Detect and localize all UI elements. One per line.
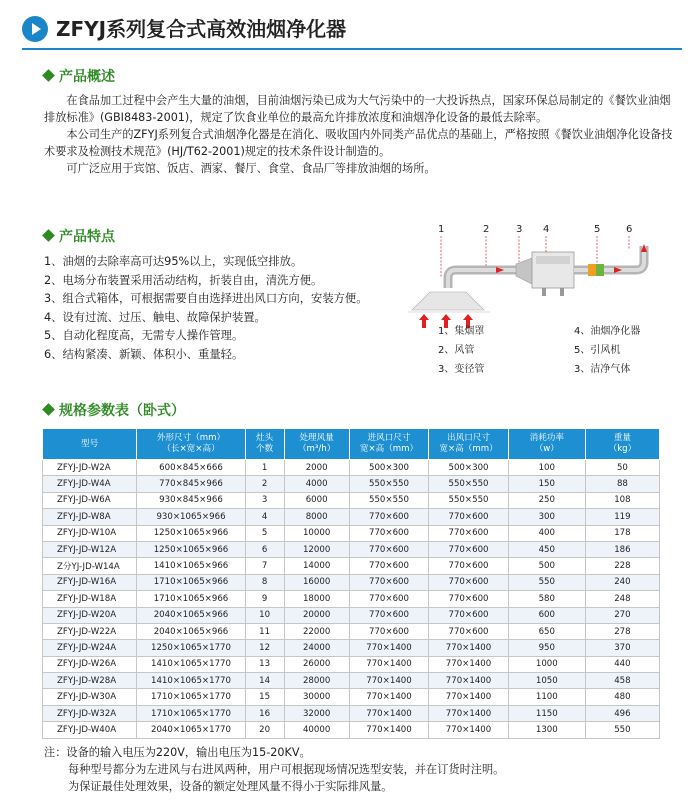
table-cell: 1000 xyxy=(508,656,585,672)
overview-paragraph: 可广泛应用于宾馆、饭店、酒家、餐厅、食堂、食品厂等排放油烟的场所。 xyxy=(66,162,436,175)
table-cell: 1300 xyxy=(508,722,585,738)
table-cell: 119 xyxy=(585,509,659,525)
table-cell: 1710×1065×966 xyxy=(137,591,245,607)
feature-item: 4、设有过流、过压、触电、故障保护装置。 xyxy=(44,310,266,324)
notes xyxy=(44,744,504,795)
table-cell: 8 xyxy=(245,574,284,590)
table-cell: 100 xyxy=(508,460,585,476)
table-cell: 30000 xyxy=(284,689,349,705)
feature-item: 6、结构紧凑、新颖、体积小、重量轻。 xyxy=(44,347,244,361)
table-cell: ZFYJ-JD-W32A xyxy=(43,705,137,721)
table-cell: 270 xyxy=(585,607,659,623)
table-cell: 650 xyxy=(508,623,585,639)
legend-item: 2、风管 xyxy=(438,345,475,356)
table-cell: 12 xyxy=(245,640,284,656)
table-cell: 248 xyxy=(585,591,659,607)
table-cell: 18000 xyxy=(284,591,349,607)
table-cell: ZFYJ-JD-W26A xyxy=(43,656,137,672)
table-row xyxy=(43,509,660,525)
column-header: 出风口尺寸 宽×高（mm） xyxy=(429,429,509,460)
table-cell: 28000 xyxy=(284,673,349,689)
column-header: 消耗功率 （w） xyxy=(508,429,585,460)
diagram-number: 4 xyxy=(543,224,550,235)
table-cell: 770×600 xyxy=(349,607,429,623)
table-row xyxy=(43,623,660,639)
table-cell: 4000 xyxy=(284,476,349,492)
table-cell: 14000 xyxy=(284,558,349,574)
table-row xyxy=(43,722,660,738)
legend-item: 1、集烟罩 xyxy=(438,326,485,337)
table-cell: 1710×1065×1770 xyxy=(137,689,245,705)
table-cell: 770×1400 xyxy=(349,673,429,689)
table-cell: 770×600 xyxy=(429,607,509,623)
table-cell: 400 xyxy=(508,525,585,541)
table-cell: 10000 xyxy=(284,525,349,541)
table-cell: 20000 xyxy=(284,607,349,623)
table-cell: 1710×1065×1770 xyxy=(137,705,245,721)
table-cell: 950 xyxy=(508,640,585,656)
table-cell: 1250×1065×966 xyxy=(137,525,245,541)
table-cell: 26000 xyxy=(284,656,349,672)
legend-item: 5、引风机 xyxy=(574,345,621,356)
table-cell: 770×1400 xyxy=(429,640,509,656)
diamond-bullet-icon xyxy=(42,403,55,416)
table-cell: 930×845×966 xyxy=(137,492,245,508)
table-cell: 770×600 xyxy=(429,574,509,590)
table-cell: 770×600 xyxy=(349,541,429,557)
overview-text xyxy=(44,92,674,177)
table-cell: 186 xyxy=(585,541,659,557)
table-cell: 480 xyxy=(585,689,659,705)
diamond-bullet-icon xyxy=(42,69,55,82)
legend-item: 3、洁净气体 xyxy=(574,364,631,375)
table-cell: 550 xyxy=(585,722,659,738)
table-cell: Z分YJ-JD-W14A xyxy=(43,558,137,574)
table-cell: 550×550 xyxy=(429,476,509,492)
table-cell: ZFYJ-JD-W8A xyxy=(43,509,137,525)
title-bar xyxy=(22,14,682,50)
table-cell: 770×1400 xyxy=(349,689,429,705)
table-cell: 2000 xyxy=(284,460,349,476)
table-cell: 600 xyxy=(508,607,585,623)
table-cell: 550×550 xyxy=(349,492,429,508)
table-cell: 770×1400 xyxy=(429,673,509,689)
table-cell: 770×1400 xyxy=(349,705,429,721)
table-cell: 1410×1065×1770 xyxy=(137,656,245,672)
table-row xyxy=(43,558,660,574)
table-cell: ZFYJ-JD-W28A xyxy=(43,673,137,689)
table-cell: 550×550 xyxy=(429,492,509,508)
table-cell: ZFYJ-JD-W4A xyxy=(43,476,137,492)
table-cell: 770×1400 xyxy=(429,705,509,721)
table-header-row xyxy=(43,429,660,460)
table-cell: 440 xyxy=(585,656,659,672)
table-row xyxy=(43,492,660,508)
play-arrow-icon xyxy=(22,16,48,42)
feature-item: 1、油烟的去除率高可达95%以上，实现低空排放。 xyxy=(44,255,303,268)
table-cell: 300 xyxy=(508,509,585,525)
table-cell: 550×550 xyxy=(349,476,429,492)
table-cell: 770×845×966 xyxy=(137,476,245,492)
table-cell: 8000 xyxy=(284,509,349,525)
table-row xyxy=(43,476,660,492)
table-cell: 250 xyxy=(508,492,585,508)
table-cell: 770×600 xyxy=(349,623,429,639)
table-row xyxy=(43,460,660,476)
table-cell: 550 xyxy=(508,574,585,590)
table-cell: 500×300 xyxy=(349,460,429,476)
table-cell: ZFYJ-JD-W40A xyxy=(43,722,137,738)
diagram-number: 2 xyxy=(483,224,490,235)
table-cell: 178 xyxy=(585,525,659,541)
table-cell: 108 xyxy=(585,492,659,508)
table-cell: 1410×1065×1770 xyxy=(137,673,245,689)
table-cell: 7 xyxy=(245,558,284,574)
table-cell: 370 xyxy=(585,640,659,656)
table-cell: 500 xyxy=(508,558,585,574)
features-heading: 产品特点 xyxy=(44,226,115,246)
table-cell: 4 xyxy=(245,509,284,525)
table-cell: 22000 xyxy=(284,623,349,639)
table-cell: 9 xyxy=(245,591,284,607)
table-cell: ZFYJ-JD-W20A xyxy=(43,607,137,623)
table-cell: 770×1400 xyxy=(429,722,509,738)
table-row xyxy=(43,525,660,541)
system-diagram xyxy=(408,220,680,380)
table-cell: 770×600 xyxy=(429,591,509,607)
table-cell: 770×600 xyxy=(349,574,429,590)
table-cell: 770×1400 xyxy=(349,656,429,672)
table-cell: 770×600 xyxy=(349,509,429,525)
table-cell: ZFYJ-JD-W10A xyxy=(43,525,137,541)
table-cell: 40000 xyxy=(284,722,349,738)
table-cell: 930×1065×966 xyxy=(137,509,245,525)
legend-item: 4、油烟净化器 xyxy=(574,326,641,337)
table-cell: 20 xyxy=(245,722,284,738)
table-row xyxy=(43,574,660,590)
table-cell: 50 xyxy=(585,460,659,476)
table-cell: ZFYJ-JD-W24A xyxy=(43,640,137,656)
table-cell: 496 xyxy=(585,705,659,721)
table-cell: 24000 xyxy=(284,640,349,656)
column-header: 进风口尺寸 宽×高（mm） xyxy=(349,429,429,460)
table-cell: 770×600 xyxy=(429,509,509,525)
table-row xyxy=(43,541,660,557)
overview-heading: 产品概述 xyxy=(44,66,115,86)
table-cell: 770×1400 xyxy=(349,640,429,656)
note-line: 每种型号都分为左进风与右进风两种，用户可根据现场情况选型安装，并在订货时注明。 xyxy=(68,763,505,776)
table-cell: 580 xyxy=(508,591,585,607)
table-cell: 770×600 xyxy=(429,558,509,574)
legend-item: 3、变径管 xyxy=(438,364,485,375)
table-cell: 1150 xyxy=(508,705,585,721)
table-cell: ZFYJ-JD-W6A xyxy=(43,492,137,508)
table-cell: 600×845×666 xyxy=(137,460,245,476)
table-cell: 3 xyxy=(245,492,284,508)
table-row xyxy=(43,673,660,689)
column-header: 外形尺寸（mm） （长×宽×高） xyxy=(137,429,245,460)
table-cell: 770×600 xyxy=(349,558,429,574)
overview-paragraph: 本公司生产的ZFYJ系列复合式油烟净化器是在消化、吸收国内外同类产品优点的基础上，严格按照《餐饮业油烟净化设备技术要求及检测技术规范》(HJ/T62-2001)规定的技术条件设计制造的。 xyxy=(44,128,673,158)
diamond-bullet-icon xyxy=(42,229,55,242)
table-cell: 770×1400 xyxy=(429,656,509,672)
table-cell: 240 xyxy=(585,574,659,590)
table-cell: 12000 xyxy=(284,541,349,557)
diagram-number: 1 xyxy=(438,224,445,235)
table-cell: ZFYJ-JD-W30A xyxy=(43,689,137,705)
column-header: 重量 （kg） xyxy=(585,429,659,460)
table-row xyxy=(43,591,660,607)
table-row xyxy=(43,640,660,656)
table-cell: 770×1400 xyxy=(349,722,429,738)
table-cell: 770×600 xyxy=(349,591,429,607)
table-cell: 2 xyxy=(245,476,284,492)
table-cell: 1050 xyxy=(508,673,585,689)
table-cell: 6000 xyxy=(284,492,349,508)
table-cell: ZFYJ-JD-W12A xyxy=(43,541,137,557)
table-cell: 16000 xyxy=(284,574,349,590)
table-cell: 1100 xyxy=(508,689,585,705)
diagram-number: 5 xyxy=(594,224,601,235)
table-cell: 16 xyxy=(245,705,284,721)
column-header: 灶头 个数 xyxy=(245,429,284,460)
table-cell: 770×600 xyxy=(349,525,429,541)
table-cell: ZFYJ-JD-W18A xyxy=(43,591,137,607)
specs-heading: 规格参数表（卧式） xyxy=(44,400,185,420)
table-cell: 450 xyxy=(508,541,585,557)
features-list xyxy=(44,253,368,364)
table-cell: 32000 xyxy=(284,705,349,721)
table-cell: 770×600 xyxy=(429,623,509,639)
feature-item: 3、组合式箱体，可根据需要自由选择进出风口方向，安装方便。 xyxy=(44,292,368,305)
table-cell: 15 xyxy=(245,689,284,705)
table-cell: 770×600 xyxy=(429,541,509,557)
table-cell: 88 xyxy=(585,476,659,492)
table-cell: ZFYJ-JD-W22A xyxy=(43,623,137,639)
table-cell: 150 xyxy=(508,476,585,492)
system-diagram-illustration xyxy=(408,220,680,330)
table-cell: 1 xyxy=(245,460,284,476)
table-cell: 1250×1065×966 xyxy=(137,541,245,557)
table-cell: 500×300 xyxy=(429,460,509,476)
table-cell: 1250×1065×1770 xyxy=(137,640,245,656)
column-header: 处理风量 （m³/h） xyxy=(284,429,349,460)
table-cell: 2040×1065×1770 xyxy=(137,722,245,738)
spec-table xyxy=(42,428,660,739)
overview-paragraph: 在食品加工过程中会产生大量的油烟，目前油烟污染已成为大气污染中的一大投诉热点，国家环保总局制定的《餐饮业油烟排放标准》(GBI8483-2001)，规定了饮食业单位的最高允许排放浓度和油烟净化设备的最低去除率。 xyxy=(44,94,671,124)
column-header: 型号 xyxy=(43,429,137,460)
table-cell: 2040×1065×966 xyxy=(137,607,245,623)
table-cell: 11 xyxy=(245,623,284,639)
table-cell: 14 xyxy=(245,673,284,689)
table-cell: 458 xyxy=(585,673,659,689)
feature-item: 2、电场分布装置采用活动结构，折装自由，清洗方便。 xyxy=(44,273,323,287)
table-cell: ZFYJ-JD-W16A xyxy=(43,574,137,590)
table-cell: 228 xyxy=(585,558,659,574)
table-cell: ZFYJ-JD-W2A xyxy=(43,460,137,476)
table-row xyxy=(43,689,660,705)
table-cell: 2040×1065×966 xyxy=(137,623,245,639)
table-cell: 6 xyxy=(245,541,284,557)
table-row xyxy=(43,607,660,623)
note-line: 为保证最佳处理效果，设备的额定处理风量不得小于实际排风量。 xyxy=(68,780,393,793)
table-row xyxy=(43,656,660,672)
page-title: ZFYJ系列复合式高效油烟净化器 xyxy=(56,17,347,41)
note-line: 注：设备的输入电压为220V，输出电压为15-20KV。 xyxy=(44,746,311,759)
table-cell: 1710×1065×966 xyxy=(137,574,245,590)
table-row xyxy=(43,705,660,721)
table-cell: 278 xyxy=(585,623,659,639)
table-cell: 13 xyxy=(245,656,284,672)
diagram-number: 3 xyxy=(516,224,523,235)
table-cell: 1410×1065×966 xyxy=(137,558,245,574)
table-cell: 770×600 xyxy=(429,525,509,541)
table-cell: 10 xyxy=(245,607,284,623)
feature-item: 5、自动化程度高，无需专人操作管理。 xyxy=(44,329,244,342)
table-cell: 5 xyxy=(245,525,284,541)
diagram-number: 6 xyxy=(626,224,633,235)
table-cell: 770×1400 xyxy=(429,689,509,705)
